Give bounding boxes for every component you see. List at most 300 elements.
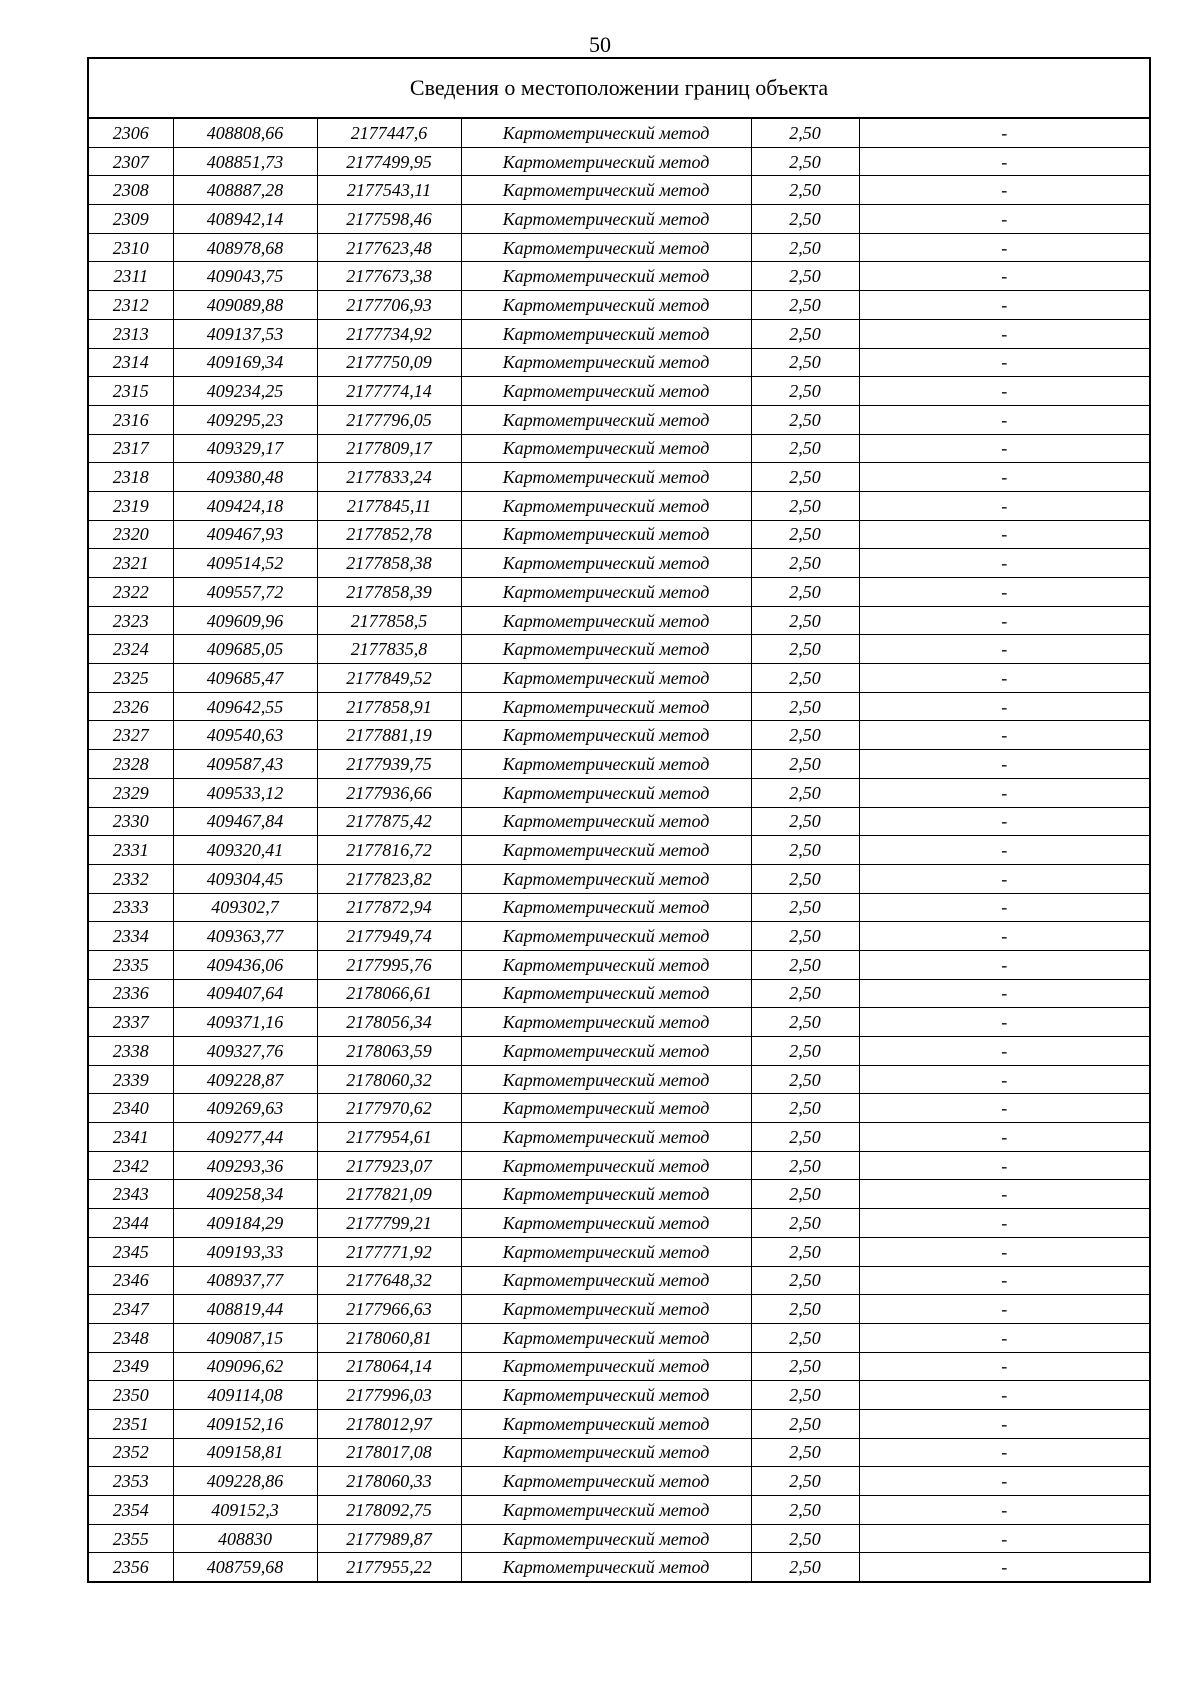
accuracy-cell: 2,50	[751, 864, 859, 893]
x-coordinate-cell: 409158,81	[173, 1438, 317, 1467]
method-cell: Картометрический метод	[461, 1209, 751, 1238]
y-coordinate-cell: 2177648,32	[317, 1266, 461, 1295]
coordinates-table	[89, 119, 1149, 1581]
description-cell: -	[859, 1237, 1149, 1266]
description-cell: -	[859, 1553, 1149, 1581]
accuracy-cell: 2,50	[751, 176, 859, 205]
description-cell: -	[859, 491, 1149, 520]
point-number-cell: 2308	[89, 176, 173, 205]
description-cell: -	[859, 1180, 1149, 1209]
method-cell: Картометрический метод	[461, 1467, 751, 1496]
y-coordinate-cell: 2177955,22	[317, 1553, 461, 1581]
point-number-cell: 2312	[89, 291, 173, 320]
method-cell: Картометрический метод	[461, 864, 751, 893]
method-cell: Картометрический метод	[461, 922, 751, 951]
table-row	[89, 262, 1149, 291]
method-cell: Картометрический метод	[461, 1553, 751, 1581]
description-cell: -	[859, 463, 1149, 492]
point-number-cell: 2328	[89, 750, 173, 779]
table-row	[89, 606, 1149, 635]
x-coordinate-cell: 409329,17	[173, 434, 317, 463]
point-number-cell: 2354	[89, 1496, 173, 1525]
y-coordinate-cell: 2177809,17	[317, 434, 461, 463]
y-coordinate-cell: 2178060,32	[317, 1065, 461, 1094]
method-cell: Картометрический метод	[461, 1438, 751, 1467]
table-row	[89, 1295, 1149, 1324]
accuracy-cell: 2,50	[751, 262, 859, 291]
accuracy-cell: 2,50	[751, 319, 859, 348]
description-cell: -	[859, 262, 1149, 291]
description-cell: -	[859, 1323, 1149, 1352]
accuracy-cell: 2,50	[751, 1037, 859, 1066]
accuracy-cell: 2,50	[751, 233, 859, 262]
point-number-cell: 2307	[89, 147, 173, 176]
table-row	[89, 864, 1149, 893]
y-coordinate-cell: 2178092,75	[317, 1496, 461, 1525]
y-coordinate-cell: 2177796,05	[317, 405, 461, 434]
x-coordinate-cell: 409184,29	[173, 1209, 317, 1238]
point-number-cell: 2331	[89, 836, 173, 865]
method-cell: Картометрический метод	[461, 807, 751, 836]
method-cell: Картометрический метод	[461, 319, 751, 348]
table-row	[89, 549, 1149, 578]
point-number-cell: 2310	[89, 233, 173, 262]
point-number-cell: 2334	[89, 922, 173, 951]
table-row	[89, 1381, 1149, 1410]
x-coordinate-cell: 409152,16	[173, 1409, 317, 1438]
accuracy-cell: 2,50	[751, 1180, 859, 1209]
accuracy-cell: 2,50	[751, 721, 859, 750]
point-number-cell: 2345	[89, 1237, 173, 1266]
x-coordinate-cell: 409327,76	[173, 1037, 317, 1066]
method-cell: Картометрический метод	[461, 1524, 751, 1553]
table-row	[89, 491, 1149, 520]
description-cell: -	[859, 147, 1149, 176]
method-cell: Картометрический метод	[461, 1237, 751, 1266]
point-number-cell: 2329	[89, 778, 173, 807]
table-row	[89, 950, 1149, 979]
description-cell: -	[859, 1524, 1149, 1553]
method-cell: Картометрический метод	[461, 606, 751, 635]
method-cell: Картометрический метод	[461, 721, 751, 750]
description-cell: -	[859, 520, 1149, 549]
point-number-cell: 2325	[89, 664, 173, 693]
method-cell: Картометрический метод	[461, 950, 751, 979]
method-cell: Картометрический метод	[461, 147, 751, 176]
table-row	[89, 1409, 1149, 1438]
x-coordinate-cell: 408819,44	[173, 1295, 317, 1324]
x-coordinate-cell: 409407,64	[173, 979, 317, 1008]
y-coordinate-cell: 2177881,19	[317, 721, 461, 750]
x-coordinate-cell: 409436,06	[173, 950, 317, 979]
description-cell: -	[859, 606, 1149, 635]
accuracy-cell: 2,50	[751, 520, 859, 549]
table-row	[89, 205, 1149, 234]
description-cell: -	[859, 836, 1149, 865]
x-coordinate-cell: 409533,12	[173, 778, 317, 807]
table-row	[89, 291, 1149, 320]
y-coordinate-cell: 2177858,38	[317, 549, 461, 578]
point-number-cell: 2356	[89, 1553, 173, 1581]
x-coordinate-cell: 409467,93	[173, 520, 317, 549]
y-coordinate-cell: 2177673,38	[317, 262, 461, 291]
description-cell: -	[859, 434, 1149, 463]
y-coordinate-cell: 2177623,48	[317, 233, 461, 262]
description-cell: -	[859, 922, 1149, 951]
point-number-cell: 2317	[89, 434, 173, 463]
point-number-cell: 2316	[89, 405, 173, 434]
table-row	[89, 979, 1149, 1008]
y-coordinate-cell: 2177816,72	[317, 836, 461, 865]
description-cell: -	[859, 1438, 1149, 1467]
method-cell: Картометрический метод	[461, 664, 751, 693]
point-number-cell: 2335	[89, 950, 173, 979]
accuracy-cell: 2,50	[751, 147, 859, 176]
description-cell: -	[859, 864, 1149, 893]
accuracy-cell: 2,50	[751, 807, 859, 836]
y-coordinate-cell: 2177858,91	[317, 692, 461, 721]
accuracy-cell: 2,50	[751, 979, 859, 1008]
table-row	[89, 1467, 1149, 1496]
table-row	[89, 1237, 1149, 1266]
accuracy-cell: 2,50	[751, 434, 859, 463]
description-cell: -	[859, 1123, 1149, 1152]
x-coordinate-cell: 409609,96	[173, 606, 317, 635]
y-coordinate-cell: 2177852,78	[317, 520, 461, 549]
x-coordinate-cell: 409193,33	[173, 1237, 317, 1266]
accuracy-cell: 2,50	[751, 1151, 859, 1180]
boundary-table	[87, 57, 1151, 1583]
table-row	[89, 1438, 1149, 1467]
y-coordinate-cell: 2178064,14	[317, 1352, 461, 1381]
point-number-cell: 2351	[89, 1409, 173, 1438]
accuracy-cell: 2,50	[751, 1237, 859, 1266]
point-number-cell: 2336	[89, 979, 173, 1008]
y-coordinate-cell: 2177936,66	[317, 778, 461, 807]
accuracy-cell: 2,50	[751, 922, 859, 951]
accuracy-cell: 2,50	[751, 1094, 859, 1123]
description-cell: -	[859, 778, 1149, 807]
method-cell: Картометрический метод	[461, 1123, 751, 1152]
table-row	[89, 1323, 1149, 1352]
point-number-cell: 2326	[89, 692, 173, 721]
table-row	[89, 664, 1149, 693]
x-coordinate-cell: 409043,75	[173, 262, 317, 291]
description-cell: -	[859, 176, 1149, 205]
y-coordinate-cell: 2178060,81	[317, 1323, 461, 1352]
description-cell: -	[859, 291, 1149, 320]
method-cell: Картометрический метод	[461, 491, 751, 520]
x-coordinate-cell: 409320,41	[173, 836, 317, 865]
description-cell: -	[859, 1381, 1149, 1410]
method-cell: Картометрический метод	[461, 205, 751, 234]
point-number-cell: 2340	[89, 1094, 173, 1123]
accuracy-cell: 2,50	[751, 119, 859, 147]
y-coordinate-cell: 2177447,6	[317, 119, 461, 147]
point-number-cell: 2342	[89, 1151, 173, 1180]
accuracy-cell: 2,50	[751, 1553, 859, 1581]
point-number-cell: 2309	[89, 205, 173, 234]
table-row	[89, 635, 1149, 664]
table-row	[89, 348, 1149, 377]
point-number-cell: 2338	[89, 1037, 173, 1066]
coordinates-table-body	[89, 119, 1149, 1581]
method-cell: Картометрический метод	[461, 1266, 751, 1295]
x-coordinate-cell: 409302,7	[173, 893, 317, 922]
point-number-cell: 2343	[89, 1180, 173, 1209]
accuracy-cell: 2,50	[751, 291, 859, 320]
description-cell: -	[859, 1352, 1149, 1381]
y-coordinate-cell: 2177771,92	[317, 1237, 461, 1266]
table-row	[89, 1123, 1149, 1152]
accuracy-cell: 2,50	[751, 1323, 859, 1352]
table-row	[89, 1352, 1149, 1381]
accuracy-cell: 2,50	[751, 1123, 859, 1152]
table-row	[89, 1065, 1149, 1094]
point-number-cell: 2319	[89, 491, 173, 520]
point-number-cell: 2333	[89, 893, 173, 922]
y-coordinate-cell: 2177750,09	[317, 348, 461, 377]
description-cell: -	[859, 893, 1149, 922]
table-row	[89, 1037, 1149, 1066]
y-coordinate-cell: 2177706,93	[317, 291, 461, 320]
table-row	[89, 319, 1149, 348]
point-number-cell: 2352	[89, 1438, 173, 1467]
x-coordinate-cell: 409152,3	[173, 1496, 317, 1525]
method-cell: Картометрический метод	[461, 520, 751, 549]
description-cell: -	[859, 692, 1149, 721]
x-coordinate-cell: 409295,23	[173, 405, 317, 434]
method-cell: Картометрический метод	[461, 1352, 751, 1381]
y-coordinate-cell: 2177989,87	[317, 1524, 461, 1553]
accuracy-cell: 2,50	[751, 1524, 859, 1553]
description-cell: -	[859, 549, 1149, 578]
accuracy-cell: 2,50	[751, 1409, 859, 1438]
point-number-cell: 2314	[89, 348, 173, 377]
description-cell: -	[859, 1496, 1149, 1525]
accuracy-cell: 2,50	[751, 750, 859, 779]
accuracy-cell: 2,50	[751, 692, 859, 721]
x-coordinate-cell: 409114,08	[173, 1381, 317, 1410]
point-number-cell: 2322	[89, 578, 173, 607]
accuracy-cell: 2,50	[751, 1381, 859, 1410]
y-coordinate-cell: 2177939,75	[317, 750, 461, 779]
x-coordinate-cell: 409089,88	[173, 291, 317, 320]
table-row	[89, 1180, 1149, 1209]
x-coordinate-cell: 409269,63	[173, 1094, 317, 1123]
x-coordinate-cell: 409424,18	[173, 491, 317, 520]
x-coordinate-cell: 409169,34	[173, 348, 317, 377]
y-coordinate-cell: 2177845,11	[317, 491, 461, 520]
table-row	[89, 893, 1149, 922]
x-coordinate-cell: 408937,77	[173, 1266, 317, 1295]
point-number-cell: 2350	[89, 1381, 173, 1410]
y-coordinate-cell: 2177835,8	[317, 635, 461, 664]
y-coordinate-cell: 2177598,46	[317, 205, 461, 234]
y-coordinate-cell: 2178017,08	[317, 1438, 461, 1467]
accuracy-cell: 2,50	[751, 635, 859, 664]
point-number-cell: 2311	[89, 262, 173, 291]
x-coordinate-cell: 409587,43	[173, 750, 317, 779]
method-cell: Картометрический метод	[461, 1409, 751, 1438]
method-cell: Картометрический метод	[461, 1008, 751, 1037]
method-cell: Картометрический метод	[461, 119, 751, 147]
method-cell: Картометрический метод	[461, 1295, 751, 1324]
point-number-cell: 2321	[89, 549, 173, 578]
x-coordinate-cell: 409685,05	[173, 635, 317, 664]
method-cell: Картометрический метод	[461, 176, 751, 205]
description-cell: -	[859, 233, 1149, 262]
description-cell: -	[859, 578, 1149, 607]
table-title: Сведения о местоположении границ объекта	[89, 59, 1149, 119]
method-cell: Картометрический метод	[461, 1065, 751, 1094]
x-coordinate-cell: 409371,16	[173, 1008, 317, 1037]
method-cell: Картометрический метод	[461, 1037, 751, 1066]
method-cell: Картометрический метод	[461, 692, 751, 721]
x-coordinate-cell: 408978,68	[173, 233, 317, 262]
point-number-cell: 2344	[89, 1209, 173, 1238]
point-number-cell: 2346	[89, 1266, 173, 1295]
x-coordinate-cell: 409380,48	[173, 463, 317, 492]
accuracy-cell: 2,50	[751, 1295, 859, 1324]
method-cell: Картометрический метод	[461, 434, 751, 463]
method-cell: Картометрический метод	[461, 463, 751, 492]
x-coordinate-cell: 408887,28	[173, 176, 317, 205]
table-row	[89, 1151, 1149, 1180]
x-coordinate-cell: 409642,55	[173, 692, 317, 721]
point-number-cell: 2332	[89, 864, 173, 893]
method-cell: Картометрический метод	[461, 893, 751, 922]
accuracy-cell: 2,50	[751, 1008, 859, 1037]
method-cell: Картометрический метод	[461, 635, 751, 664]
description-cell: -	[859, 950, 1149, 979]
point-number-cell: 2323	[89, 606, 173, 635]
description-cell: -	[859, 635, 1149, 664]
y-coordinate-cell: 2177872,94	[317, 893, 461, 922]
x-coordinate-cell: 409685,47	[173, 664, 317, 693]
table-row	[89, 1008, 1149, 1037]
accuracy-cell: 2,50	[751, 1065, 859, 1094]
y-coordinate-cell: 2177821,09	[317, 1180, 461, 1209]
table-row	[89, 520, 1149, 549]
x-coordinate-cell: 409304,45	[173, 864, 317, 893]
y-coordinate-cell: 2177734,92	[317, 319, 461, 348]
page-number: 50	[589, 32, 611, 57]
description-cell: -	[859, 807, 1149, 836]
accuracy-cell: 2,50	[751, 463, 859, 492]
point-number-cell: 2347	[89, 1295, 173, 1324]
y-coordinate-cell: 2178066,61	[317, 979, 461, 1008]
point-number-cell: 2324	[89, 635, 173, 664]
description-cell: -	[859, 1209, 1149, 1238]
accuracy-cell: 2,50	[751, 405, 859, 434]
y-coordinate-cell: 2177499,95	[317, 147, 461, 176]
y-coordinate-cell: 2177849,52	[317, 664, 461, 693]
description-cell: -	[859, 348, 1149, 377]
table-row	[89, 721, 1149, 750]
x-coordinate-cell: 409234,25	[173, 377, 317, 406]
accuracy-cell: 2,50	[751, 778, 859, 807]
y-coordinate-cell: 2177823,82	[317, 864, 461, 893]
method-cell: Картометрический метод	[461, 979, 751, 1008]
description-cell: -	[859, 119, 1149, 147]
point-number-cell: 2318	[89, 463, 173, 492]
method-cell: Картометрический метод	[461, 750, 751, 779]
x-coordinate-cell: 409293,36	[173, 1151, 317, 1180]
method-cell: Картометрический метод	[461, 578, 751, 607]
table-row	[89, 1553, 1149, 1581]
y-coordinate-cell: 2177923,07	[317, 1151, 461, 1180]
table-row	[89, 692, 1149, 721]
y-coordinate-cell: 2177995,76	[317, 950, 461, 979]
y-coordinate-cell: 2177833,24	[317, 463, 461, 492]
x-coordinate-cell: 408808,66	[173, 119, 317, 147]
table-row	[89, 1094, 1149, 1123]
method-cell: Картометрический метод	[461, 348, 751, 377]
y-coordinate-cell: 2178060,33	[317, 1467, 461, 1496]
description-cell: -	[859, 319, 1149, 348]
point-number-cell: 2341	[89, 1123, 173, 1152]
point-number-cell: 2315	[89, 377, 173, 406]
x-coordinate-cell: 409087,15	[173, 1323, 317, 1352]
method-cell: Картометрический метод	[461, 233, 751, 262]
accuracy-cell: 2,50	[751, 893, 859, 922]
point-number-cell: 2339	[89, 1065, 173, 1094]
y-coordinate-cell: 2177954,61	[317, 1123, 461, 1152]
y-coordinate-cell: 2177966,63	[317, 1295, 461, 1324]
method-cell: Картометрический метод	[461, 377, 751, 406]
description-cell: -	[859, 405, 1149, 434]
y-coordinate-cell: 2177774,14	[317, 377, 461, 406]
table-row	[89, 176, 1149, 205]
y-coordinate-cell: 2177996,03	[317, 1381, 461, 1410]
accuracy-cell: 2,50	[751, 578, 859, 607]
table-row	[89, 434, 1149, 463]
method-cell: Картометрический метод	[461, 1151, 751, 1180]
point-number-cell: 2313	[89, 319, 173, 348]
x-coordinate-cell: 409557,72	[173, 578, 317, 607]
point-number-cell: 2306	[89, 119, 173, 147]
point-number-cell: 2327	[89, 721, 173, 750]
y-coordinate-cell: 2177543,11	[317, 176, 461, 205]
description-cell: -	[859, 1065, 1149, 1094]
method-cell: Картометрический метод	[461, 778, 751, 807]
table-row	[89, 1524, 1149, 1553]
method-cell: Картометрический метод	[461, 1381, 751, 1410]
description-cell: -	[859, 664, 1149, 693]
x-coordinate-cell: 409363,77	[173, 922, 317, 951]
table-row	[89, 807, 1149, 836]
accuracy-cell: 2,50	[751, 606, 859, 635]
accuracy-cell: 2,50	[751, 491, 859, 520]
table-row	[89, 836, 1149, 865]
accuracy-cell: 2,50	[751, 1266, 859, 1295]
point-number-cell: 2320	[89, 520, 173, 549]
accuracy-cell: 2,50	[751, 205, 859, 234]
description-cell: -	[859, 1295, 1149, 1324]
point-number-cell: 2355	[89, 1524, 173, 1553]
table-row	[89, 147, 1149, 176]
method-cell: Картометрический метод	[461, 836, 751, 865]
table-row	[89, 119, 1149, 147]
y-coordinate-cell: 2177875,42	[317, 807, 461, 836]
accuracy-cell: 2,50	[751, 1352, 859, 1381]
x-coordinate-cell: 409137,53	[173, 319, 317, 348]
method-cell: Картометрический метод	[461, 1180, 751, 1209]
description-cell: -	[859, 1266, 1149, 1295]
description-cell: -	[859, 205, 1149, 234]
table-row	[89, 405, 1149, 434]
